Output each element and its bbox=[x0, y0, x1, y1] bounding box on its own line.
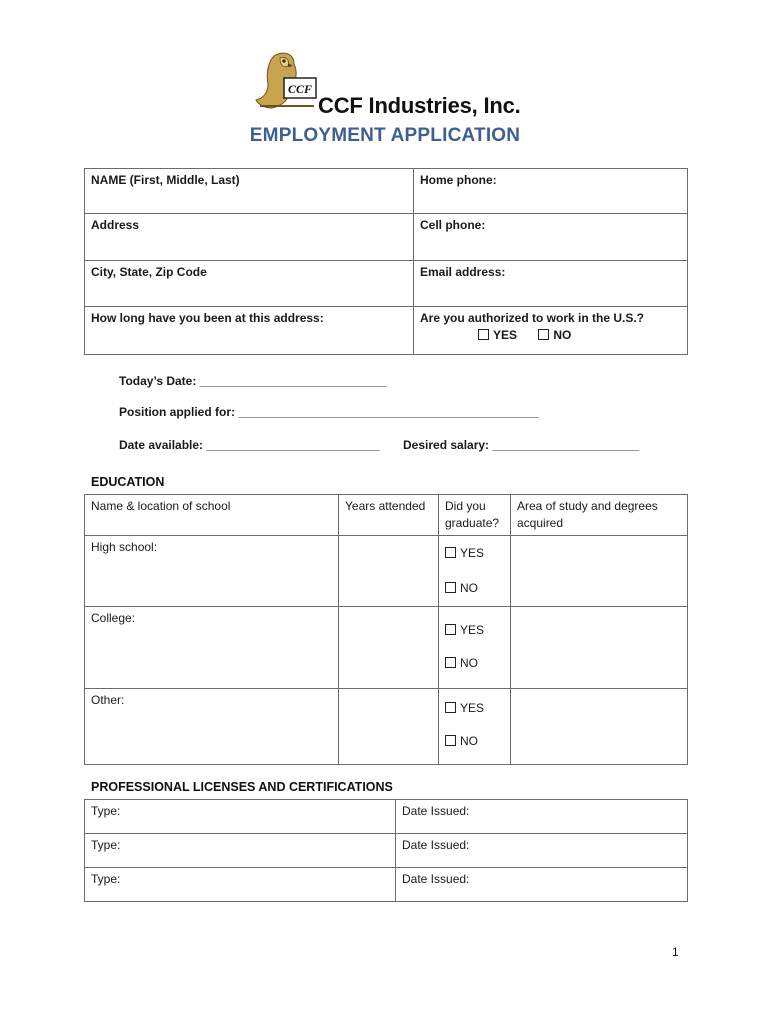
hs-no-checkbox[interactable] bbox=[445, 582, 456, 593]
license-date-field[interactable] bbox=[396, 800, 688, 834]
licenses-table bbox=[84, 799, 688, 902]
authorized-no-checkbox[interactable] bbox=[538, 329, 549, 340]
school-row-other[interactable] bbox=[85, 689, 339, 765]
other-yes-label: YES bbox=[460, 701, 485, 715]
license-type-field[interactable] bbox=[85, 868, 396, 902]
hs-no-label: NO bbox=[460, 581, 478, 595]
hs-yes-checkbox[interactable] bbox=[445, 547, 456, 558]
name-label: NAME (First, Middle, Last) bbox=[91, 173, 240, 187]
work-authorization-cell bbox=[414, 307, 688, 355]
todays-date-line[interactable]: Today’s Date: ____________________________ bbox=[119, 374, 387, 388]
email-label: Email address: bbox=[420, 265, 506, 279]
other-no-label: NO bbox=[460, 734, 478, 748]
other-yes-checkbox[interactable] bbox=[445, 702, 456, 713]
education-heading: EDUCATION bbox=[91, 475, 165, 489]
other-label: Other: bbox=[91, 693, 125, 707]
address-duration-field[interactable] bbox=[85, 307, 414, 355]
high-school-label: High school: bbox=[91, 540, 158, 554]
license-date-label: Date Issued: bbox=[402, 838, 470, 852]
address-label: Address bbox=[91, 218, 140, 232]
authorized-yes-label: YES bbox=[493, 328, 518, 342]
license-type-field[interactable] bbox=[85, 800, 396, 834]
college-no-checkbox[interactable] bbox=[445, 657, 456, 668]
col-grad-header: Did you graduate? bbox=[439, 495, 511, 536]
other-no-checkbox[interactable] bbox=[445, 735, 456, 746]
email-field[interactable] bbox=[414, 261, 688, 307]
authorized-label: Are you authorized to work in the U.S.? bbox=[420, 311, 645, 325]
company-logo bbox=[254, 48, 320, 114]
license-type-label: Type: bbox=[91, 838, 121, 852]
company-name: CCF Industries, Inc. bbox=[318, 93, 521, 118]
years-cell-college[interactable] bbox=[339, 607, 439, 689]
college-yes-checkbox[interactable] bbox=[445, 624, 456, 635]
area-cell-college[interactable] bbox=[511, 607, 688, 689]
license-type-field[interactable] bbox=[85, 834, 396, 868]
years-cell-high-school[interactable] bbox=[339, 536, 439, 607]
hs-yes-label: YES bbox=[460, 546, 485, 560]
college-yes-label: YES bbox=[460, 623, 485, 637]
license-date-field[interactable] bbox=[396, 834, 688, 868]
graduate-cell-college bbox=[439, 607, 511, 689]
home-phone-field[interactable] bbox=[414, 169, 688, 214]
desired-salary-line[interactable]: Desired salary: ______________________ bbox=[403, 438, 640, 452]
authorized-yes-checkbox[interactable] bbox=[478, 329, 489, 340]
city-label: City, State, Zip Code bbox=[91, 265, 207, 279]
graduate-cell-high-school bbox=[439, 536, 511, 607]
college-no-label: NO bbox=[460, 656, 478, 670]
date-available-line[interactable]: Date available: __________________________ bbox=[119, 438, 380, 452]
cell-phone-field[interactable] bbox=[414, 214, 688, 261]
license-type-label: Type: bbox=[91, 804, 121, 818]
address-field[interactable] bbox=[85, 214, 414, 261]
authorized-no-label: NO bbox=[553, 328, 572, 342]
education-table bbox=[84, 494, 688, 765]
position-line[interactable]: Position applied for: _____________________________________________ bbox=[119, 405, 539, 419]
license-date-label: Date Issued: bbox=[402, 804, 470, 818]
license-date-label: Date Issued: bbox=[402, 872, 470, 886]
area-cell-other[interactable] bbox=[511, 689, 688, 765]
license-type-label: Type: bbox=[91, 872, 121, 886]
name-field[interactable] bbox=[85, 169, 414, 214]
cell-phone-label: Cell phone: bbox=[420, 218, 486, 232]
area-cell-high-school[interactable] bbox=[511, 536, 688, 607]
page-number: 1 bbox=[672, 945, 679, 959]
college-label: College: bbox=[91, 611, 136, 625]
home-phone-label: Home phone: bbox=[420, 173, 497, 187]
license-date-field[interactable] bbox=[396, 868, 688, 902]
school-row-college[interactable] bbox=[85, 607, 339, 689]
document-title: EMPLOYMENT APPLICATION bbox=[249, 125, 521, 146]
duration-label: How long have you been at this address: bbox=[91, 311, 324, 325]
col-school-header: Name & location of school bbox=[85, 495, 339, 536]
col-years-header: Years attended bbox=[339, 495, 439, 536]
graduate-cell-other bbox=[439, 689, 511, 765]
years-cell-other[interactable] bbox=[339, 689, 439, 765]
personal-info-table bbox=[84, 168, 688, 355]
logo-text: CCF bbox=[287, 82, 313, 96]
school-row-high-school[interactable] bbox=[85, 536, 339, 607]
licenses-heading: PROFESSIONAL LICENSES AND CERTIFICATIONS bbox=[91, 780, 393, 794]
city-state-zip-field[interactable] bbox=[85, 261, 414, 307]
col-area-header: Area of study and degrees acquired bbox=[511, 495, 688, 536]
